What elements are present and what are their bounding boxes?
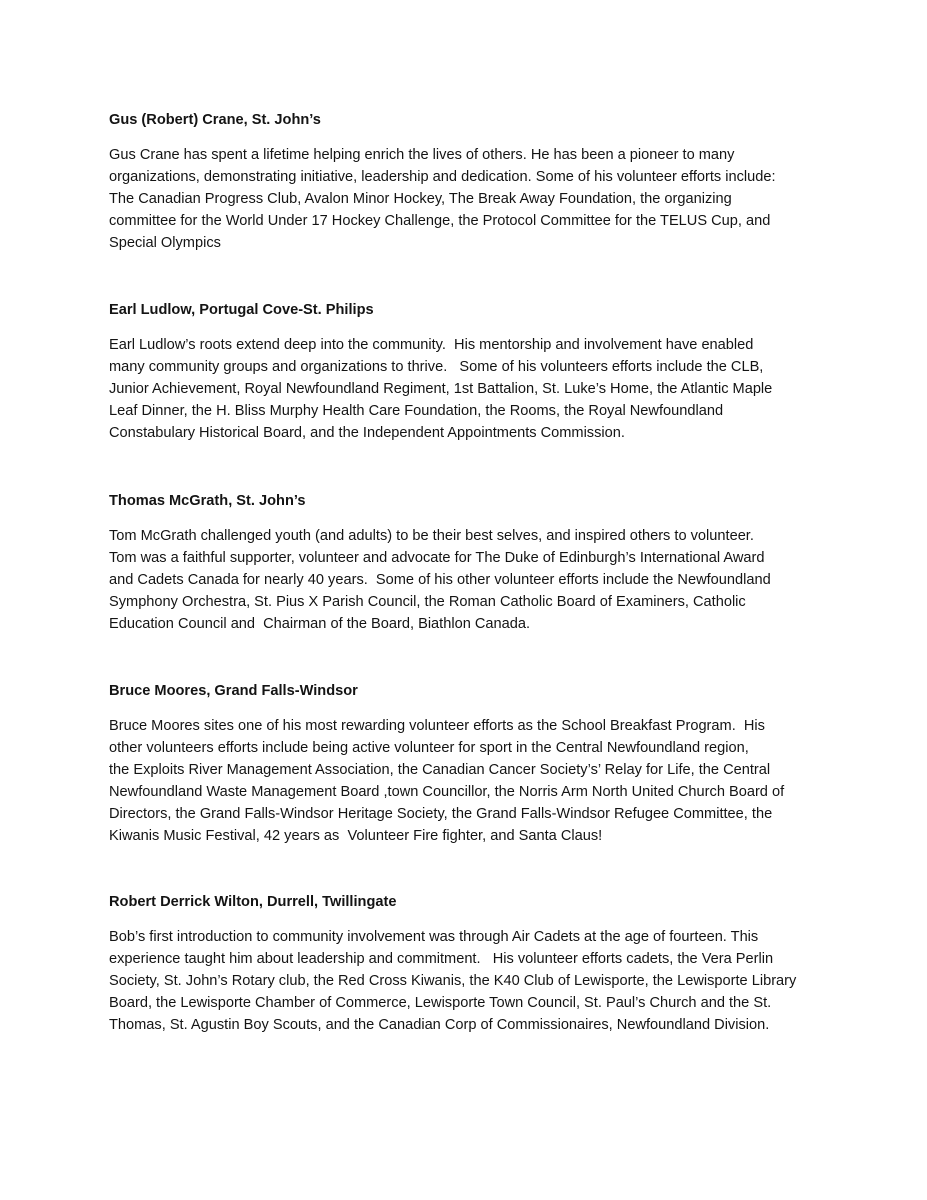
paragraph-line: Society, St. John’s Rotary club, the Red Cross Kiwanis, the K40 Club of Lewisporte, the Lewisporte Library [109, 973, 797, 990]
paragraph-line: committee for the World Under 17 Hockey Challenge, the Protocol Committee for the TELUS Cup, and [109, 213, 771, 230]
entry-paragraph [109, 926, 796, 1036]
paragraph-line: experience taught him about leadership and commitment. His volunteer efforts cadets, the Vera Perlin [109, 951, 774, 968]
paragraph-line: organizations, demonstrating initiative, leadership and dedication. Some of his volunteer efforts include: [109, 169, 776, 186]
entry-heading: Thomas McGrath, St. John’s [109, 493, 306, 509]
paragraph-line: the Exploits River Management Association, the Canadian Cancer Society’s’ Relay for Life, the Central [109, 762, 771, 779]
volunteer-entry [109, 491, 829, 633]
entry-paragraph [109, 144, 776, 254]
paragraph-line: Junior Achievement, Royal Newfoundland Regiment, 1st Battalion, St. Luke’s Home, the Atlantic Maple [109, 381, 773, 398]
entry-heading: Gus (Robert) Crane, St. John’s [109, 112, 321, 128]
volunteer-entry [109, 892, 829, 1034]
paragraph-line: and Cadets Canada for nearly 40 years. Some of his other volunteer efforts include the Newfoundland [109, 572, 771, 589]
entry-paragraph [109, 525, 771, 635]
paragraph-line: Bob’s first introduction to community involvement was through Air Cadets at the age of fourteen. This [109, 929, 759, 945]
paragraph-line: other volunteers efforts include being active volunteer for sport in the Central Newfoundland region, [109, 740, 749, 757]
paragraph-line: Special Olympics [109, 235, 221, 252]
entry-paragraph [109, 715, 784, 848]
paragraph-line: Tom McGrath challenged youth (and adults) to be their best selves, and inspired others to volunteer. [109, 528, 754, 544]
paragraph-line: Thomas, St. Agustin Boy Scouts, and the Canadian Corp of Commissionaires, Newfoundland Division. [109, 1017, 770, 1034]
paragraph-line: Kiwanis Music Festival, 42 years as Volunteer Fire fighter, and Santa Claus! [109, 828, 603, 845]
paragraph-line: Symphony Orchestra, St. Pius X Parish Council, the Roman Catholic Board of Examiners, Catholic [109, 594, 746, 611]
volunteer-entry [109, 110, 829, 252]
paragraph-line: Gus Crane has spent a lifetime helping enrich the lives of others. He has been a pioneer to many [109, 147, 735, 163]
paragraph-line: Bruce Moores sites one of his most rewarding volunteer efforts as the School Breakfast Program. His [109, 718, 765, 734]
paragraph-line: Newfoundland Waste Management Board ,town Councillor, the Norris Arm North United Church Board of [109, 784, 785, 801]
paragraph-line: Board, the Lewisporte Chamber of Commerce, Lewisporte Town Council, St. Paul’s Church and the St. [109, 995, 772, 1012]
volunteer-entry [109, 300, 829, 442]
paragraph-line: many community groups and organizations to thrive. Some of his volunteers efforts include the CLB, [109, 359, 764, 376]
entry-paragraph [109, 334, 772, 444]
paragraph-line: Leaf Dinner, the H. Bliss Murphy Health Care Foundation, the Rooms, the Royal Newfoundland [109, 403, 724, 420]
volunteer-entry [109, 681, 829, 845]
entry-heading: Robert Derrick Wilton, Durrell, Twillingate [109, 894, 397, 910]
paragraph-line: Directors, the Grand Falls-Windsor Heritage Society, the Grand Falls-Windsor Refugee Committee, the [109, 806, 773, 823]
paragraph-line: Education Council and Chairman of the Board, Biathlon Canada. [109, 616, 531, 633]
entry-heading: Bruce Moores, Grand Falls-Windsor [109, 683, 358, 699]
paragraph-line: Earl Ludlow’s roots extend deep into the community. His mentorship and involvement have enabled [109, 337, 754, 353]
paragraph-line: Tom was a faithful supporter, volunteer and advocate for The Duke of Edinburgh’s International Award [109, 550, 765, 567]
paragraph-line: Constabulary Historical Board, and the Independent Appointments Commission. [109, 425, 625, 442]
entry-heading: Earl Ludlow, Portugal Cove-St. Philips [109, 302, 374, 318]
paragraph-line: The Canadian Progress Club, Avalon Minor Hockey, The Break Away Foundation, the organizing [109, 191, 732, 208]
